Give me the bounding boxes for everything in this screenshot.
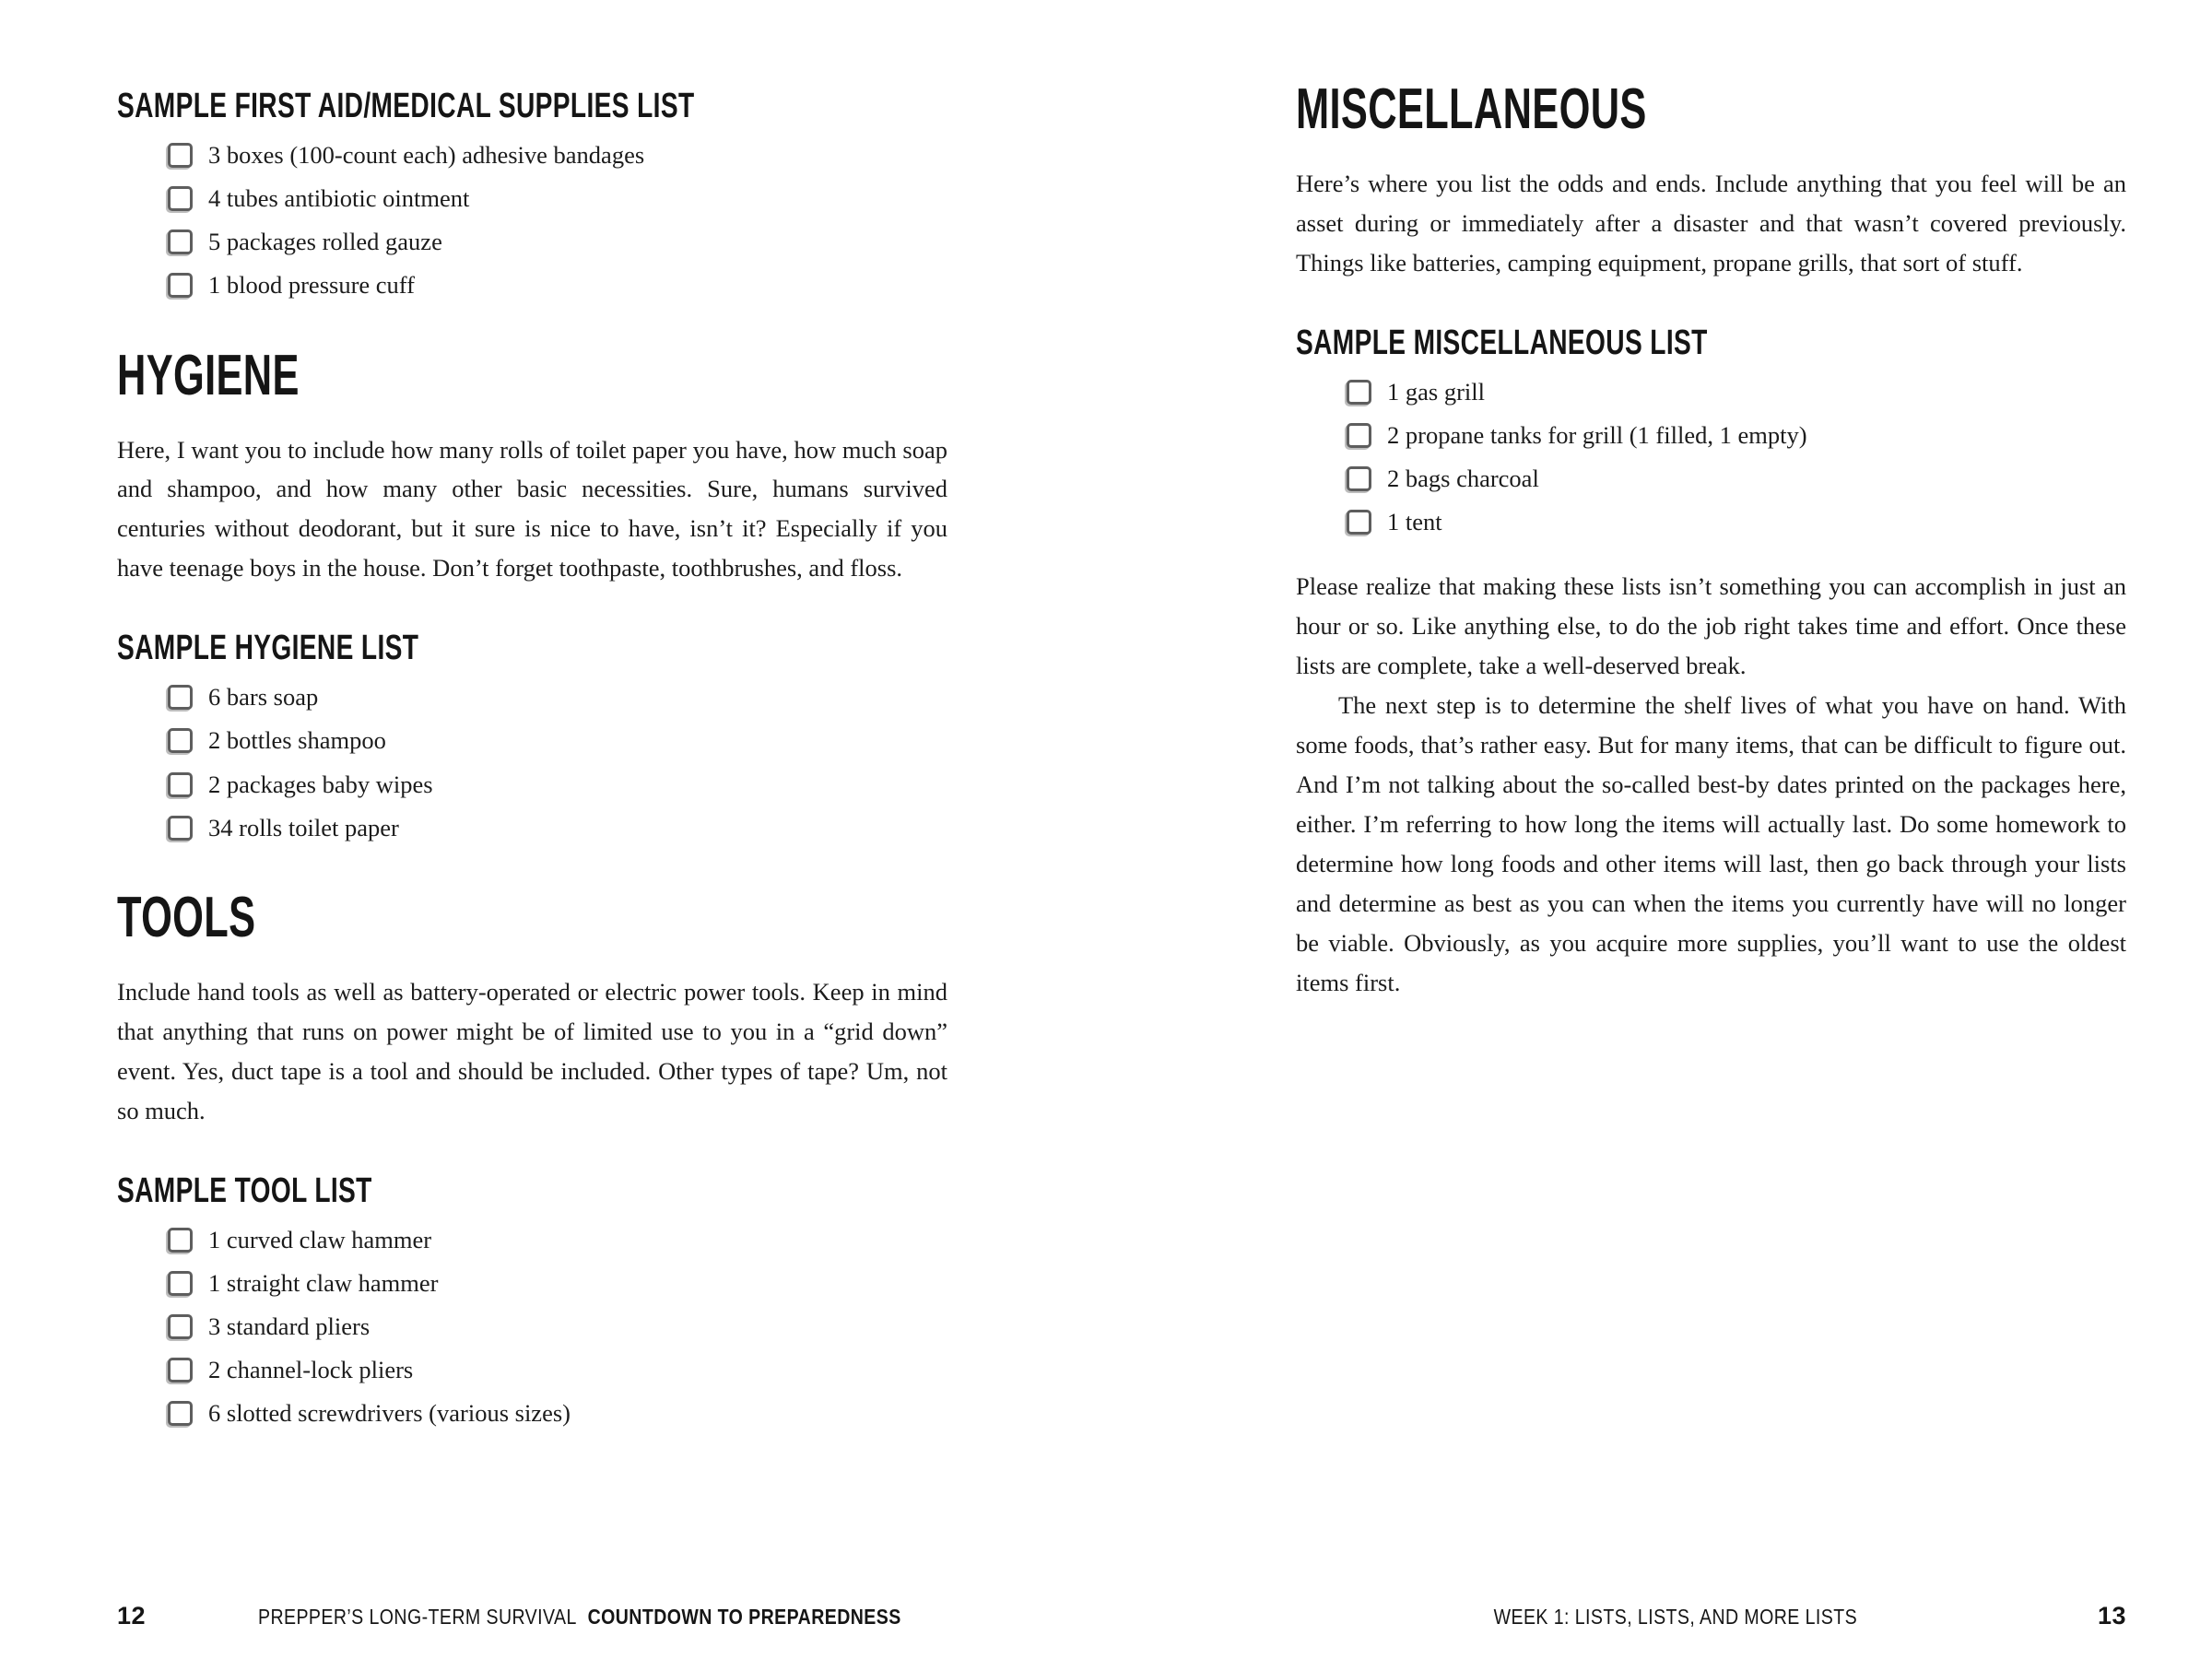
checklist-item: [117, 1313, 947, 1340]
checkbox-icon: [168, 229, 193, 254]
checklist-item: [1296, 465, 2126, 492]
page-number-left: 12: [117, 1602, 147, 1630]
checkbox-icon: [168, 1314, 193, 1339]
checklist-item: [117, 815, 947, 841]
book-title: PREPPER’S LONG-TERM SURVIVAL: [258, 1605, 577, 1629]
checklist-item: [117, 1400, 947, 1427]
checkbox-icon: [168, 728, 193, 753]
checklist-item: [117, 1357, 947, 1383]
checklist-item-label: 34 rolls toilet paper: [208, 813, 399, 841]
checklist-item: [1296, 509, 2126, 535]
checkbox-icon: [168, 1228, 193, 1253]
checklist-item-label: 1 curved claw hammer: [208, 1225, 432, 1253]
checkbox-icon: [168, 1358, 193, 1382]
body-paragraph-closing-1: Please realize that making these lists isn’t something you can accomplish in just an hour or so. Like anything else, to do the job right takes time and effort. Once these lists are complete, take a well-deserved break.: [1296, 572, 2126, 680]
list-heading-hygiene: SAMPLE HYGIENE LIST: [117, 629, 419, 668]
checklist-item-label: 1 gas grill: [1387, 377, 1485, 406]
footer-left: [117, 1602, 1015, 1630]
checklist-first-aid: [117, 142, 947, 300]
footer-right: [1296, 1602, 2126, 1639]
chapter-title: COUNTDOWN TO PREPAREDNESS: [587, 1605, 901, 1629]
checkbox-icon: [168, 816, 193, 841]
checklist-item: [117, 272, 947, 299]
checklist-item-label: 3 standard pliers: [208, 1312, 371, 1340]
checklist-item: [117, 684, 947, 711]
checkbox-icon: [168, 143, 193, 168]
checklist-item-label: 2 packages baby wipes: [208, 770, 433, 798]
checkbox-icon: [168, 772, 193, 797]
checklist-item: [117, 185, 947, 212]
checklist-item-label: 5 packages rolled gauze: [208, 228, 442, 256]
checklist-item-label: 1 straight claw hammer: [208, 1268, 439, 1297]
checkbox-icon: [168, 685, 193, 710]
checklist-item-label: 3 boxes (100-count each) adhesive bandages: [208, 141, 645, 169]
page-right: [1296, 0, 2126, 1002]
list-heading-miscellaneous: SAMPLE MISCELLANEOUS LIST: [1296, 323, 1708, 362]
checkbox-icon: [168, 1401, 193, 1426]
checklist-item-label: 6 bars soap: [208, 683, 319, 712]
list-heading-first-aid: SAMPLE FIRST AID/MEDICAL SUPPLIES LIST: [117, 87, 695, 125]
running-footer-left: [258, 1605, 901, 1630]
checklist-miscellaneous: [1296, 379, 2126, 536]
checklist-item: [117, 1227, 947, 1253]
checkbox-icon: [1347, 510, 1371, 535]
body-paragraph-tools: Include hand tools as well as battery-operated or electric power tools. Keep in mind that anything that runs on power might be of limited use to you in a “grid down” event. Yes, duct tape is a tool and should be included. Other types of tape? Um, not so much.: [117, 977, 947, 1124]
checkbox-icon: [168, 1271, 193, 1296]
checklist-item-label: 1 tent: [1387, 508, 1442, 536]
checklist-tools: [117, 1227, 947, 1428]
checklist-item: [1296, 379, 2126, 406]
checklist-item: [117, 771, 947, 798]
checklist-item-label: 2 bags charcoal: [1387, 465, 1539, 493]
checklist-item-label: 1 blood pressure cuff: [208, 271, 415, 300]
checklist-item-label: 2 channel-lock pliers: [208, 1355, 414, 1383]
section-heading-miscellaneous: MISCELLANEOUS: [1296, 77, 1647, 141]
checklist-item-label: 6 slotted screwdrivers (various sizes): [208, 1399, 571, 1428]
page-left: [117, 0, 947, 1443]
checklist-item-label: 2 bottles shampoo: [208, 726, 386, 755]
checklist-item: [117, 142, 947, 169]
body-paragraph-hygiene: Here, I want you to include how many rolls of toilet paper you have, how much soap and shampoo, and how many other basic necessities. Sure, humans survived centuries without deodorant, but it sure is nice to have, isn’t it? Especially if you have teenage boys in the house. Don’t forget toothpaste, toothbrushes, and floss.: [117, 435, 947, 582]
body-paragraph-closing-2: The next step is to determine the shelf lives of what you have on hand. With some foods, that’s rather easy. But for many items, that can be difficult to figure out. And I’m not talking about the so-called best-by dates printed on the packages here, either. I’m referring to how long the items will actually last. Do some homework to determine how long foods and other items will last, then go back through your lists and determine as best as you can when the items you currently have will no longer be viable. Obviously, as you acquire more supplies, you’ll want to use the oldest items first.: [1296, 691, 2126, 996]
page-number-right: 13: [2097, 1602, 2126, 1630]
body-paragraph-miscellaneous: Here’s where you list the odds and ends. Include anything that you feel will be an asset during or immediately after a disaster and that wasn’t covered previously. Things like batteries, camping equipment, propane grills, that sort of stuff.: [1296, 170, 2126, 276]
running-footer-right: WEEK 1: LISTS, LISTS, AND MORE LISTS: [1493, 1605, 1857, 1629]
checklist-item-label: 2 propane tanks for grill (1 filled, 1 empty): [1387, 420, 1807, 449]
checklist-item: [117, 727, 947, 754]
checkbox-icon: [1347, 380, 1371, 405]
checkbox-icon: [168, 273, 193, 298]
checkbox-icon: [1347, 466, 1371, 491]
checklist-hygiene: [117, 684, 947, 841]
section-heading-hygiene: HYGIENE: [117, 343, 300, 407]
checklist-item: [117, 1270, 947, 1297]
checkbox-icon: [168, 186, 193, 211]
checklist-item-label: 4 tubes antibiotic ointment: [208, 184, 470, 213]
section-heading-tools: TOOLS: [117, 885, 256, 949]
list-heading-tools: SAMPLE TOOL LIST: [117, 1171, 372, 1210]
checklist-item: [117, 229, 947, 255]
checkbox-icon: [1347, 423, 1371, 448]
checklist-item: [1296, 422, 2126, 449]
